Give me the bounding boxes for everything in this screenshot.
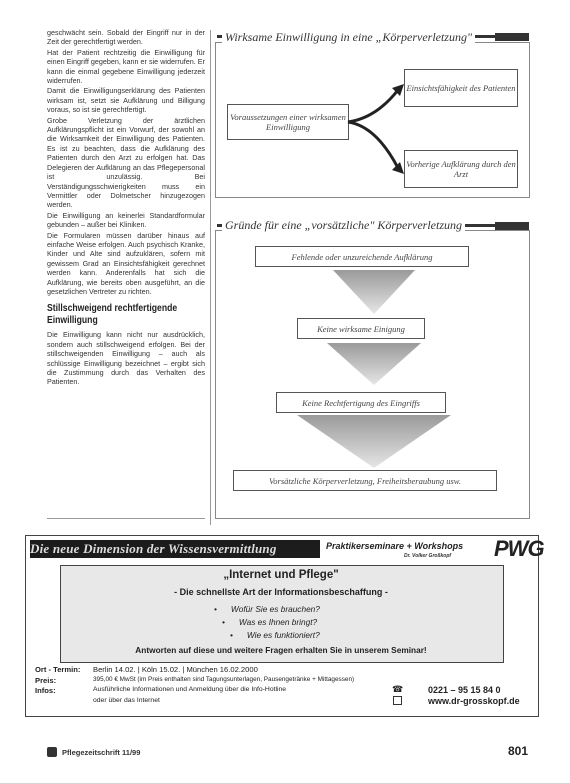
article-paragraph: Grobe Verletzung der ärztlichen Aufklärungspflicht ist ein Vorwurf, der sowohl an die Wirksamkeit der Einwilligung des Patienten. Es ist zu beachten, dass die Aufklärung des Patienten durch den Arzt zu erfolgen hat. Das Delegieren der Aufklärung an das Pflegepersonal ist unzulässig. Bei Verständigungsschwierigkeiten muss ein Vermittler oder Dolmetscher hinzugezogen werden. [47, 115, 205, 210]
ad-subheadline: - Die schnellste Art der Informationsbeschaffung - [174, 587, 388, 597]
article-paragraph: Die Formularen müssen darüber hinaus auf einfache Weise erfolgen. Auch psychisch Kranke, Kinder und Alte sind aufzuklären, sofern mit gewissem Grad an Einsichtsfähigkeit gerechnet werden kann. Anderenfalls hat sich die Aufklärung, wie bereits oben ausgeführt, an die gesetzlichen Vertreter zu richten. [47, 230, 205, 296]
ad-row-value: 395,00 € MwSt (im Preis enthalten sind Tagungsunterlagen, Pausengetränke + Mittagessen) [93, 676, 355, 683]
article-paragraph: geschwächt sein. Sobald der Eingriff nur in der Zeit der gerechtfertigt werden. [47, 28, 205, 47]
ad-infos-line2: oder über das Internet [93, 697, 160, 704]
article-subheading: Stillschweigend rechtfertigende Einwilligung [47, 302, 178, 327]
heading-bar-end [495, 33, 529, 41]
reason-step-box: Fehlende oder unzureichende Aufklärung [255, 246, 469, 267]
article-paragraph: Die Einwilligung kann nicht nur ausdrücklich, sondern auch stillschweigend erfolgen. Bei der stillschweigenden Einwilligung – auch als schlüssige Einwilligung bezeichnet – ergibt sich die Zustimmung durch das Verhalten des Patienten. [47, 330, 205, 387]
phone-icon: ☎ [392, 684, 404, 694]
ad-phone: 0221 – 95 15 84 0 [428, 685, 501, 695]
web-icon [393, 696, 402, 705]
ad-bullet-item: • Was es Ihnen bringt? [222, 617, 318, 627]
ad-row-value: Ausführliche Informationen und Anmeldung über die Info-Hotline [93, 686, 287, 693]
patient-insight-box: Einsichtsfähigkeit des Patienten [404, 69, 518, 107]
ad-banner-mid: Praktikerseminare + Workshops [326, 541, 464, 551]
reason-step-box: Keine Rechtfertigung des Eingriffs [276, 392, 446, 413]
doctor-information-box: Vorherige Aufklärung durch den Arzt [404, 150, 518, 188]
ad-web: www.dr-grosskopf.de [428, 696, 520, 706]
article-paragraph: Damit die Einwilligungserklärung des Patienten wirksam ist, setzt sie Aufklärung und Billigung voraus, so ist sie gerechtfertigt. [47, 86, 205, 115]
reason-step-box: Vorsätzliche Körperverletzung, Freiheitsberaubung usw. [233, 470, 497, 491]
ad-answers: Antworten auf diese und weitere Fragen erhalten Sie in unserem Seminar! [135, 645, 427, 655]
ad-headline: „Internet und Pflege" [223, 569, 339, 581]
ad-banner-author: Dr. Volker Großkopf [404, 553, 452, 559]
ad-bullet-item: • Wie es funktioniert? [230, 630, 320, 640]
column-divider [210, 30, 211, 525]
article-paragraph: Hat der Patient rechtzeitig die Einwilligung für einen Eingriff gegeben, kann er sie widerrufen. Er kann die einmal gegebene Einwilligung jederzeit widerrufen. [47, 47, 205, 86]
pwg-logo: PWG [494, 536, 544, 561]
ad-row-label: Ort - Termin: [35, 665, 81, 674]
heading-bar-end [495, 222, 529, 230]
ad-bullet-item: • Wofür Sie es brauchen? [214, 604, 320, 614]
journal-logo-icon [47, 747, 57, 757]
diagram-consent-title: Wirksame Einwilligung in eine „Körperverletzung" [222, 30, 475, 45]
ad-banner-left: Die neue Dimension der Wissensvermittlung [30, 540, 320, 558]
ad-row-value: Berlin 14.02. | Köln 15.02. | München 16.02.2000 [93, 665, 258, 674]
branch-arrows [346, 80, 408, 180]
footer-journal: Pflegezeitschrift 11/99 [62, 748, 141, 757]
ad-row-label: Infos: [35, 686, 56, 695]
consent-requirements-box: Voraussetzungen einer wirksamen Einwilligung [227, 104, 349, 140]
article-column [47, 28, 205, 388]
column-end-rule [47, 518, 205, 519]
bullet-icon: • [222, 617, 225, 627]
ad-row-label: Preis: [35, 676, 57, 685]
bullet-icon: • [214, 604, 217, 614]
bullet-icon: • [230, 630, 233, 640]
reason-step-box: Keine wirksame Einigung [297, 318, 425, 339]
page-number: 801 [508, 744, 529, 758]
article-paragraph: Die Einwilligung an keinerlei Standardformular gebunden – außer bei Kliniken. [47, 210, 205, 230]
diagram-reasons-title: Gründe für eine „vorsätzliche" Körperverletzung [222, 218, 465, 233]
